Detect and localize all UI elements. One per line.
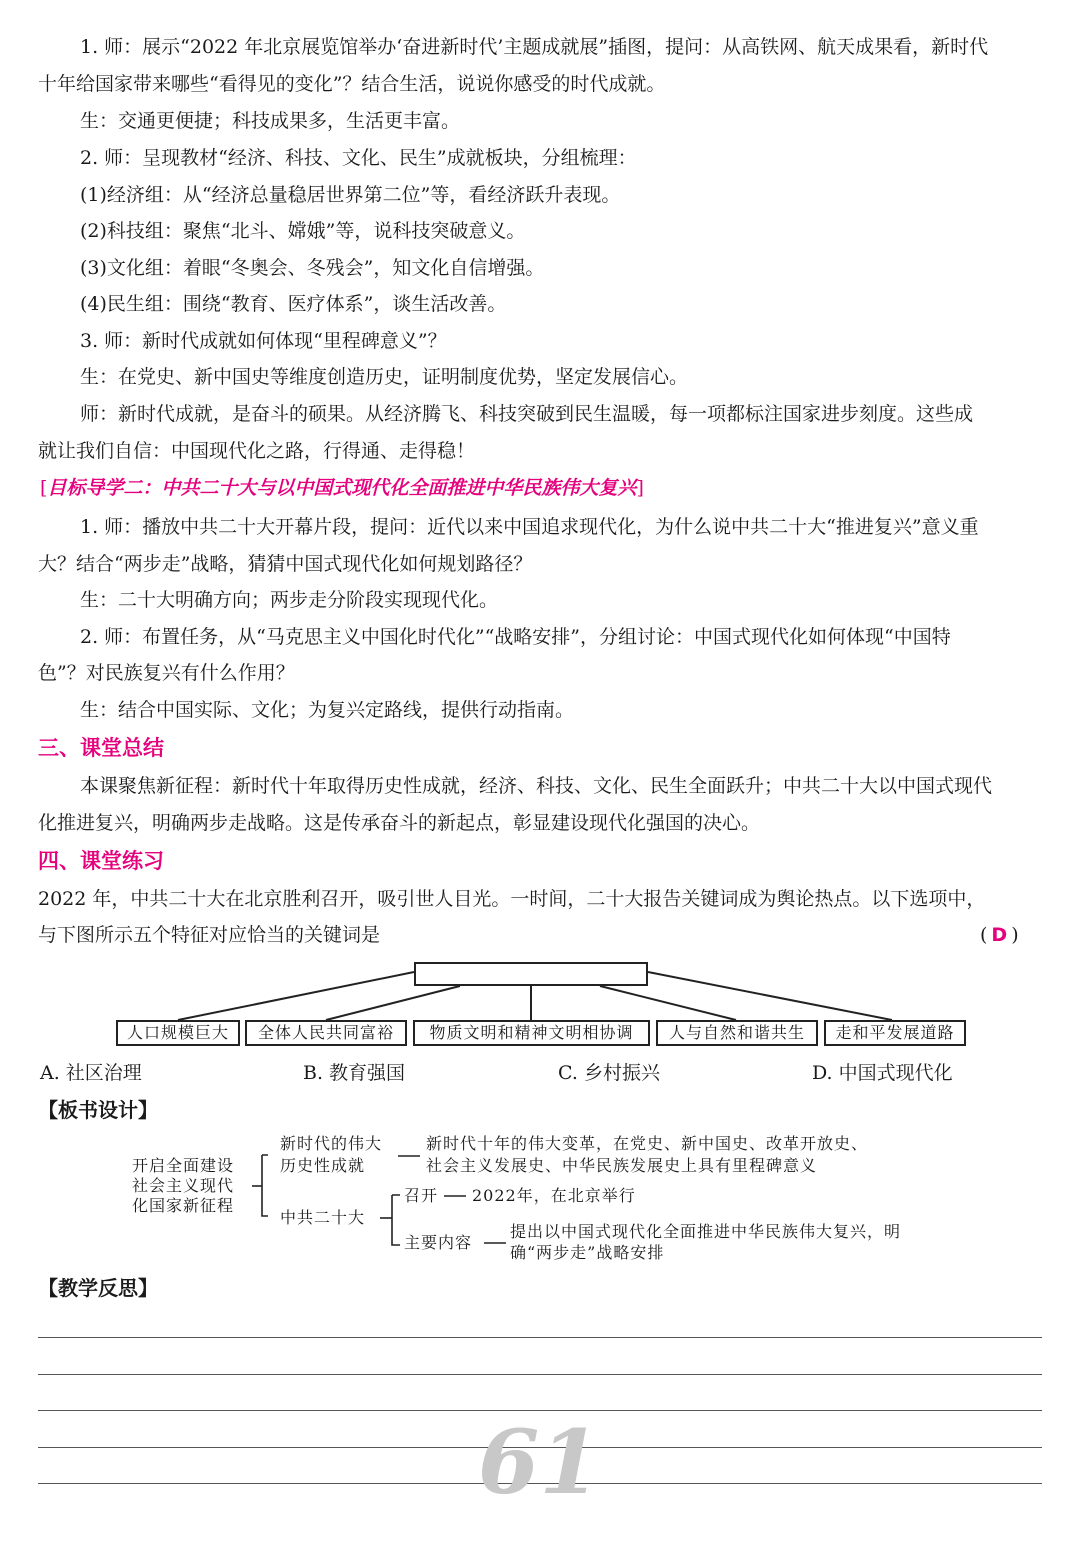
goal2-q1-line1: 1. 师：播放中共二十大开幕片段，提问：近代以来中国追求现代化，为什么说中共二十大“推进复兴”意义重 [80, 516, 979, 538]
teacher-summary-line1: 师：新时代成就，是奋斗的硕果。从经济腾飞、科技突破到民生温暖，每一项都标注国家进步刻度。这些成 [80, 403, 974, 425]
goal2-title-text: 目标导学二：中共二十大与以中国式现代化全面推进中华民族伟大复兴 [47, 477, 637, 499]
group-tech: (2)科技组：聚焦“北斗、嫦娥”等，说科技突破意义。 [80, 220, 526, 242]
student-answer-3: 生：在党史、新中国史等维度创造历史，证明制度优势，坚定发展信心。 [80, 366, 689, 388]
board-branch1-detail-1: 新时代十年的伟大变革，在党史、新中国史、改革开放史、 [426, 1134, 869, 1153]
goal2-close-bracket: ] [636, 477, 644, 499]
branch2-bracket [392, 1195, 400, 1245]
goal2-q1-line2: 大？结合“两步走”战略，猜猜中国式现代化如何规划路径？ [38, 553, 533, 575]
q1-line1: 1. 师：展示“2022 年北京展览馆举办‘奋进新时代’主题成就展”插图，提问：从高铁网、航天成果看，新时代 [80, 36, 989, 58]
practice-stem-line2: 与下图所示五个特征对应恰当的关键词是 [38, 924, 381, 946]
feature-box-5: 走和平发展道路 [824, 1020, 966, 1046]
goal2-q2-line2: 色”？对民族复兴有什么作用？ [38, 662, 295, 684]
goal2-q2-line1: 2. 师：布置任务，从“马克思主义中国化时代化”“战略安排”，分组讨论：中国式现代化如何体现“中国特 [80, 626, 951, 648]
board-heading: 【板书设计】 [38, 1098, 158, 1122]
answer-close: ) [1011, 924, 1019, 946]
feature-box-2: 全体人民共同富裕 [245, 1020, 407, 1046]
goal2-open-bracket: [ [40, 477, 48, 499]
student-answer-1: 生：交通更便捷；科技成果多，生活更丰富。 [80, 110, 461, 132]
board-branch1-1: 新时代的伟大 [280, 1134, 383, 1153]
practice-title: 四、课堂练习 [38, 849, 164, 873]
board-branch1-detail-2: 社会主义发展史、中华民族发展史上具有里程碑意义 [426, 1156, 818, 1175]
q3-text: 3. 师：新时代成就如何体现“里程碑意义”？ [80, 330, 447, 352]
board-sub2-detail-2: 确“两步走”战略安排 [510, 1243, 665, 1262]
goal2-answer-2: 生：结合中国实际、文化；为复兴定路线，提供行动指南。 [80, 699, 575, 721]
q2-text: 2. 师：呈现教材“经济、科技、文化、民生”成就板块，分组梳理： [80, 147, 637, 169]
root-bracket [262, 1155, 268, 1216]
reflection-heading: 【教学反思】 [38, 1276, 158, 1300]
practice-stem-line1: 2022 年，中共二十大在北京胜利召开，吸引世人目光。一时间，二十大报告关键词成为舆论热点。以下选项中， [38, 888, 986, 910]
board-root-2: 社会主义现代 [132, 1176, 235, 1195]
board-sub2: 主要内容 [404, 1233, 473, 1252]
board-sub1-detail: 2022年，在北京举行 [472, 1186, 636, 1205]
summary-title: 三、课堂总结 [38, 736, 164, 760]
answer-open: ( [980, 924, 988, 946]
option-a: A. 社区治理 [40, 1062, 142, 1084]
feature-box-4: 人与自然和谐共生 [656, 1020, 818, 1046]
group-livelihood: (4)民生组：围绕“教育、医疗体系”，谈生活改善。 [80, 293, 507, 315]
goal2-answer-1: 生：二十大明确方向；两步走分阶段实现现代化。 [80, 589, 499, 611]
board-branch2: 中共二十大 [280, 1208, 366, 1227]
teacher-summary-line2: 就让我们自信：中国现代化之路，行得通、走得稳！ [38, 440, 476, 462]
board-branch1-2: 历史性成就 [280, 1156, 366, 1175]
answer-letter: D [991, 924, 1008, 946]
board-sub2-detail-1: 提出以中国式现代化全面推进中华民族伟大复兴，明 [510, 1222, 902, 1241]
group-economy: (1)经济组：从“经济总量稳居世界第二位”等，看经济跃升表现。 [80, 184, 621, 206]
summary-line2: 化推进复兴，明确两步走战略。这是传承奋斗的新起点，彰显建设现代化强国的决心。 [38, 812, 761, 834]
reflection-line-2 [38, 1374, 1042, 1375]
summary-line1: 本课聚焦新征程：新时代十年取得历史性成就，经济、科技、文化、民生全面跃升；中共二十大以中国式现代 [80, 775, 993, 797]
board-root-1: 开启全面建设 [132, 1156, 235, 1175]
feature-box-1: 人口规模巨大 [116, 1020, 240, 1046]
group-culture: (3)文化组：着眼“冬奥会、冬残会”，知文化自信增强。 [80, 257, 545, 279]
option-c: C. 乡村振兴 [558, 1062, 660, 1084]
board-root-3: 化国家新征程 [132, 1196, 235, 1215]
q1-line2: 十年给国家带来哪些“看得见的变化”？结合生活，说说你感受的时代成就。 [38, 73, 666, 95]
option-b: B. 教育强国 [303, 1062, 406, 1084]
board-sub1: 召开 [404, 1186, 439, 1205]
reflection-line-1 [38, 1337, 1042, 1338]
option-d: D. 中国式现代化 [812, 1062, 953, 1084]
feature-box-3: 物质文明和精神文明相协调 [413, 1020, 650, 1046]
page-number: 61 [478, 1410, 601, 1514]
